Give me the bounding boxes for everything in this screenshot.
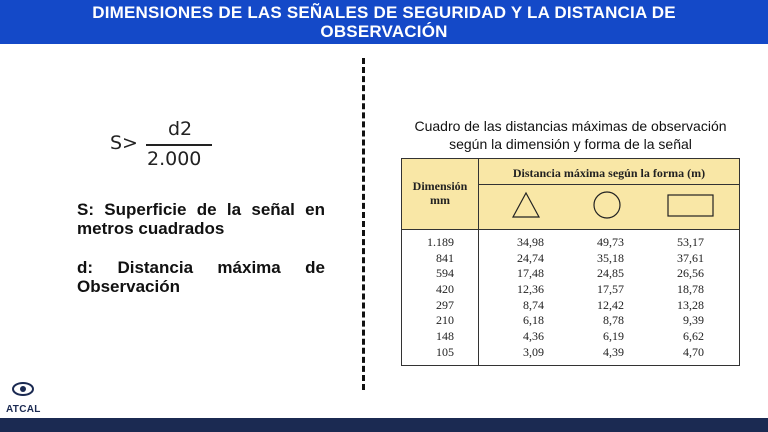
triangle-icon xyxy=(511,191,541,219)
table-cell: 4,39 xyxy=(603,344,624,359)
dimension-header-cell xyxy=(402,159,479,230)
table-cell: 9,39 xyxy=(683,313,704,328)
table-cell: 13,28 xyxy=(677,297,704,312)
table-cell: 6,18 xyxy=(523,313,544,328)
table-row xyxy=(402,313,739,329)
table-cell: 148 xyxy=(436,329,454,344)
formula-denominator: 2.000 xyxy=(147,148,202,170)
table-body xyxy=(402,235,739,361)
table-row xyxy=(402,345,739,361)
table-row xyxy=(402,266,739,282)
dashed-divider xyxy=(362,58,365,390)
table-cell: 6,62 xyxy=(683,329,704,344)
dimension-header xyxy=(402,179,478,207)
table-cell: 26,56 xyxy=(677,266,704,281)
footer-bar xyxy=(0,418,768,432)
dimension-header-unit: mm xyxy=(430,193,450,207)
table-cell: 24,85 xyxy=(597,266,624,281)
formula-numerator: d2 xyxy=(168,118,193,140)
table-cell: 105 xyxy=(436,344,454,359)
table-cell: 6,19 xyxy=(603,329,624,344)
table-caption-line1: Cuadro de las distancias máximas de observación xyxy=(414,118,727,134)
eye-icon xyxy=(12,382,34,396)
table-cell: 17,48 xyxy=(517,266,544,281)
company-logo xyxy=(6,380,42,420)
header-title-line2: OBSERVACIÓN xyxy=(320,22,448,41)
table-cell: 18,78 xyxy=(677,282,704,297)
table-cell: 8,74 xyxy=(523,297,544,312)
table-cell: 12,42 xyxy=(597,297,624,312)
table-cell: 841 xyxy=(436,250,454,265)
rectangle-icon xyxy=(667,194,715,218)
table-cell: 3,09 xyxy=(523,344,544,359)
table-cell: 35,18 xyxy=(597,250,624,265)
table-cell: 420 xyxy=(436,282,454,297)
distance-group-header: Distancia máxima según la forma (m) xyxy=(512,166,706,180)
definition-s: S: Superficie de la señal en metros cuadrados xyxy=(77,200,325,238)
table-cell: 4,36 xyxy=(523,329,544,344)
table-cell: 24,74 xyxy=(517,250,544,265)
table-row xyxy=(402,329,739,345)
table-cell: 297 xyxy=(436,297,454,312)
header-separator xyxy=(479,184,739,185)
table-row xyxy=(402,251,739,267)
table-cell: 53,17 xyxy=(677,235,704,249)
formula-lhs: S> xyxy=(110,132,138,154)
header-title-line1: DIMENSIONES DE LAS SEÑALES DE SEGURIDAD Y LA DISTANCIA DE xyxy=(92,3,676,22)
circle-icon xyxy=(592,190,622,220)
table-caption-line2: según la dimensión y forma de la señal xyxy=(449,136,692,152)
table-cell: 37,61 xyxy=(677,250,704,265)
table-cell: 17,57 xyxy=(597,282,624,297)
table-cell: 12,36 xyxy=(517,282,544,297)
logo-text: ATCAL xyxy=(6,404,41,415)
table-cell: 594 xyxy=(436,266,454,281)
table-cell: 4,70 xyxy=(683,344,704,359)
table-cell: 210 xyxy=(436,313,454,328)
table-caption xyxy=(398,117,743,153)
table-row xyxy=(402,235,739,251)
table-cell: 8,78 xyxy=(603,313,624,328)
table-cell: 34,98 xyxy=(517,235,544,249)
table-cell: 49,73 xyxy=(597,235,624,249)
fraction-bar xyxy=(146,144,212,146)
distance-header-cell xyxy=(479,159,739,230)
definition-d: d: Distancia máxima de Observación xyxy=(77,258,325,296)
page-header xyxy=(0,0,768,44)
table-row xyxy=(402,282,739,298)
dimension-header-label: Dimensión xyxy=(412,179,468,193)
distance-table xyxy=(401,158,740,366)
table-cell: 1.189 xyxy=(427,235,454,249)
table-row xyxy=(402,298,739,314)
